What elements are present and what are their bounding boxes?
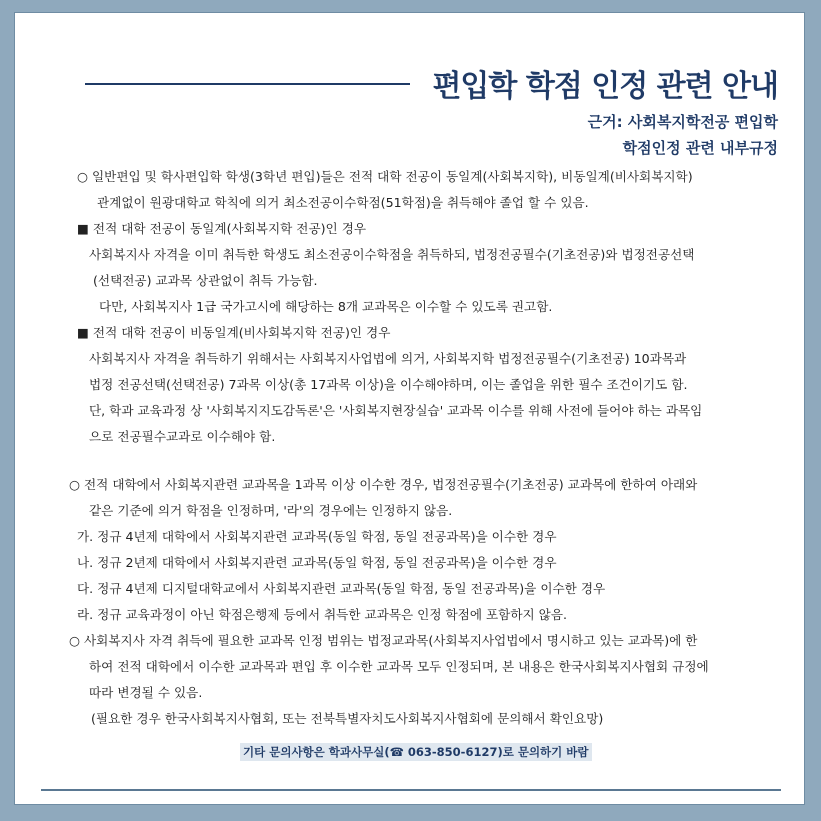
section-heading: ■ 전적 대학 전공이 동일계(사회복지학 전공)인 경우 [77, 221, 367, 236]
page-title: 편입학 학점 인정 관련 안내 [432, 69, 778, 104]
basis-line-1: 근거: 사회복지학전공 편입학 [587, 113, 778, 131]
contact-note: 기타 문의사항은 학과사무실(☎ 063-850-6127)로 문의하기 바람 [240, 743, 592, 761]
list-item: 가. 정규 4년제 대학에서 사회복지관련 교과목(동일 학점, 동일 전공과목)을 이수한 경우 [77, 529, 557, 544]
paragraph-line: (선택전공) 교과목 상관없이 취득 가능함. [93, 273, 318, 288]
bottom-divider [41, 789, 781, 791]
paragraph-line: 다만, 사회복지사 1급 국가고시에 해당하는 8개 교과목은 이수할 수 있도록 권고함. [99, 299, 553, 314]
paragraph-line: 으로 전공필수교과로 이수해야 함. [89, 429, 276, 444]
paragraph-line: 법정 전공선택(선택전공) 7과목 이상(총 17과목 이상)을 이수해야하며, 이는 졸업을 위한 필수 조건이기도 함. [89, 377, 688, 392]
paragraph-line: ○ 사회복지사 자격 취득에 필요한 교과목 인정 범위는 법정교과목(사회복지사업법에서 명시하고 있는 교과목)에 한 [69, 633, 698, 648]
paragraph-line: (필요한 경우 한국사회복지사협회, 또는 전북특별자치도사회복지사협회에 문의해서 확인요망) [91, 711, 604, 726]
list-item: 다. 정규 4년제 디지털대학교에서 사회복지관련 교과목(동일 학점, 동일 전공과목)을 이수한 경우 [77, 581, 606, 596]
paragraph-line: ○ 전적 대학에서 사회복지관련 교과목을 1과목 이상 이수한 경우, 법정전공필수(기초전공) 교과목에 한하여 아래와 [69, 477, 698, 492]
paragraph-line: 따라 변경될 수 있음. [89, 685, 203, 700]
list-item: 라. 정규 교육과정이 아닌 학점은행제 등에서 취득한 교과목은 인정 학점에 포함하지 않음. [77, 607, 568, 622]
paragraph-line: 같은 기준에 의거 학점을 인정하며, '라'의 경우에는 인정하지 않음. [89, 503, 453, 518]
paragraph-line: 하여 전적 대학에서 이수한 교과목과 편입 후 이수한 교과목 모두 인정되며, 본 내용은 한국사회복지사협회 규정에 [89, 659, 709, 674]
paragraph-line: ○ 일반편입 및 학사편입학 학생(3학년 편입)들은 전적 대학 전공이 동일계(사회복지학), 비동일계(비사회복지학) [77, 169, 693, 184]
basis-line-2: 학점인정 관련 내부규정 [622, 139, 778, 157]
list-item: 나. 정규 2년제 대학에서 사회복지관련 교과목(동일 학점, 동일 전공과목)을 이수한 경우 [77, 555, 557, 570]
paragraph-line: 사회복지사 자격을 취득하기 위해서는 사회복지사업법에 의거, 사회복지학 법정전공필수(기초전공) 10과목과 [89, 351, 687, 366]
paragraph-line: 사회복지사 자격을 이미 취득한 학생도 최소전공이수학점을 취득하되, 법정전공필수(기초전공)와 법정전공선택 [89, 247, 695, 262]
section-heading: ■ 전적 대학 전공이 비동일계(비사회복지학 전공)인 경우 [77, 325, 391, 340]
paragraph-line: 관계없이 원광대학교 학칙에 의거 최소전공이수학점(51학점)을 취득해야 졸업 할 수 있음. [97, 195, 589, 210]
notice-body [15, 13, 804, 804]
notice-card [14, 12, 805, 805]
paragraph-line: 단, 학과 교육과정 상 '사회복지지도감독론'은 '사회복지현장실습' 교과목 이수를 위해 사전에 들어야 하는 과목임 [89, 403, 703, 418]
